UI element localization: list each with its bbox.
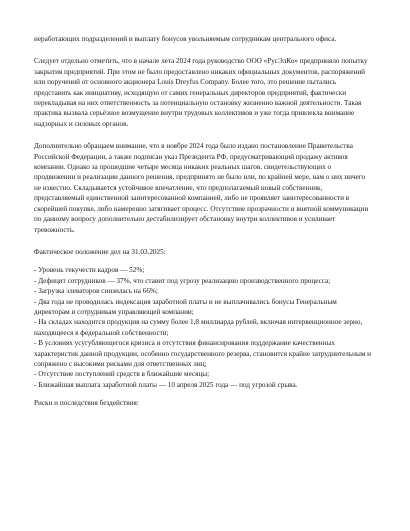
list-item: - На складах находится продукция на сумму более 1,8 миллиарда рублей, включая интервенционное зерно, находящееся в федеральной собственности; bbox=[34, 318, 363, 337]
paragraph-continuation: неработающих подразделений и выплату бонусов увольняемым сотрудникам центрального офиса. bbox=[34, 35, 337, 43]
list-item: - Ближайшая выплата заработной платы — 10 апреля 2025 года — под угрозой срыва. bbox=[34, 380, 298, 389]
list-item: - Загрузка элеваторов снизилась на 66%; bbox=[34, 287, 158, 296]
risks-heading: Риски и последствия бездействия: bbox=[34, 399, 139, 408]
list-item: - Дефицит сотрудников — 37%, что ставит под угрозу реализацию производственного процесса; bbox=[34, 276, 331, 285]
list-item: - Отсутствие поступлений средств в ближайшие месяцы; bbox=[34, 370, 210, 379]
status-heading: Фактическое положение дел на 31.03.2025: bbox=[34, 247, 166, 256]
list-item: - Уровень текучести кадров — 52%; bbox=[34, 266, 145, 275]
list-item: - В условиях усугубляющегося кризиса и отсутствия финансирования поддержание качественных характеристик данной продукции, особенно государственного резерва, становится крайне затруднительным и сопряжено с высокими рисками для ответственных лиц; bbox=[34, 339, 371, 368]
paragraph-government-decree: Дополнительно обращаем внимание, что в ноябре 2024 года было издано постановление Правительства Российской Федерации, а также подписан указ Президента РФ, предусматривающий продажу активов компании. Однако за прошедшие четыре месяца никаких реальных шагов, свидетельствующих о продвижении и реализации данного решения, предпринято не было или, по крайней мере, нам о них ничего не известно. Складывается устойчивое впечатление, что предполагаемый новый собственник, представляемый единственной заинтересованной компанией, либо не проявляет заинтересованности в скорейшей покупке, либо намеренно затягивает процесс. Отсутствие прозрачности и внятной коммуникации по данному вопросу дополнительно дестабилизирует обстановку внутри коллективов и усиливает тревожность. bbox=[34, 142, 369, 234]
paragraph-closure-attempt: Следует отдельно отметить, что в начале лета 2024 года руководство ООО «РусЭлКо» предприняло попытку закрытия предприятий. При этом не было предоставлено никаких официальных документов, распоряжений или поручений от основного акционера Louis Dreyfus Company. Более того, это решение пытались представить как инициативу, исходящую от самих генеральных директоров предприятий, фактически перекладывая на них ответственность за потенциальную остановку жизненно важной деятельности. Такая практика вызвала серьёзное возмущение внутри трудовых коллективов и уже тогда привлекла внимание надзорных и силовых органов. bbox=[34, 57, 368, 128]
status-list bbox=[34, 265, 374, 390]
list-item: - Два года не проводилась индексация заработной платы и не выплачивались бонусы Генеральным директорам и сотрудникам управляющей компании; bbox=[34, 297, 337, 316]
